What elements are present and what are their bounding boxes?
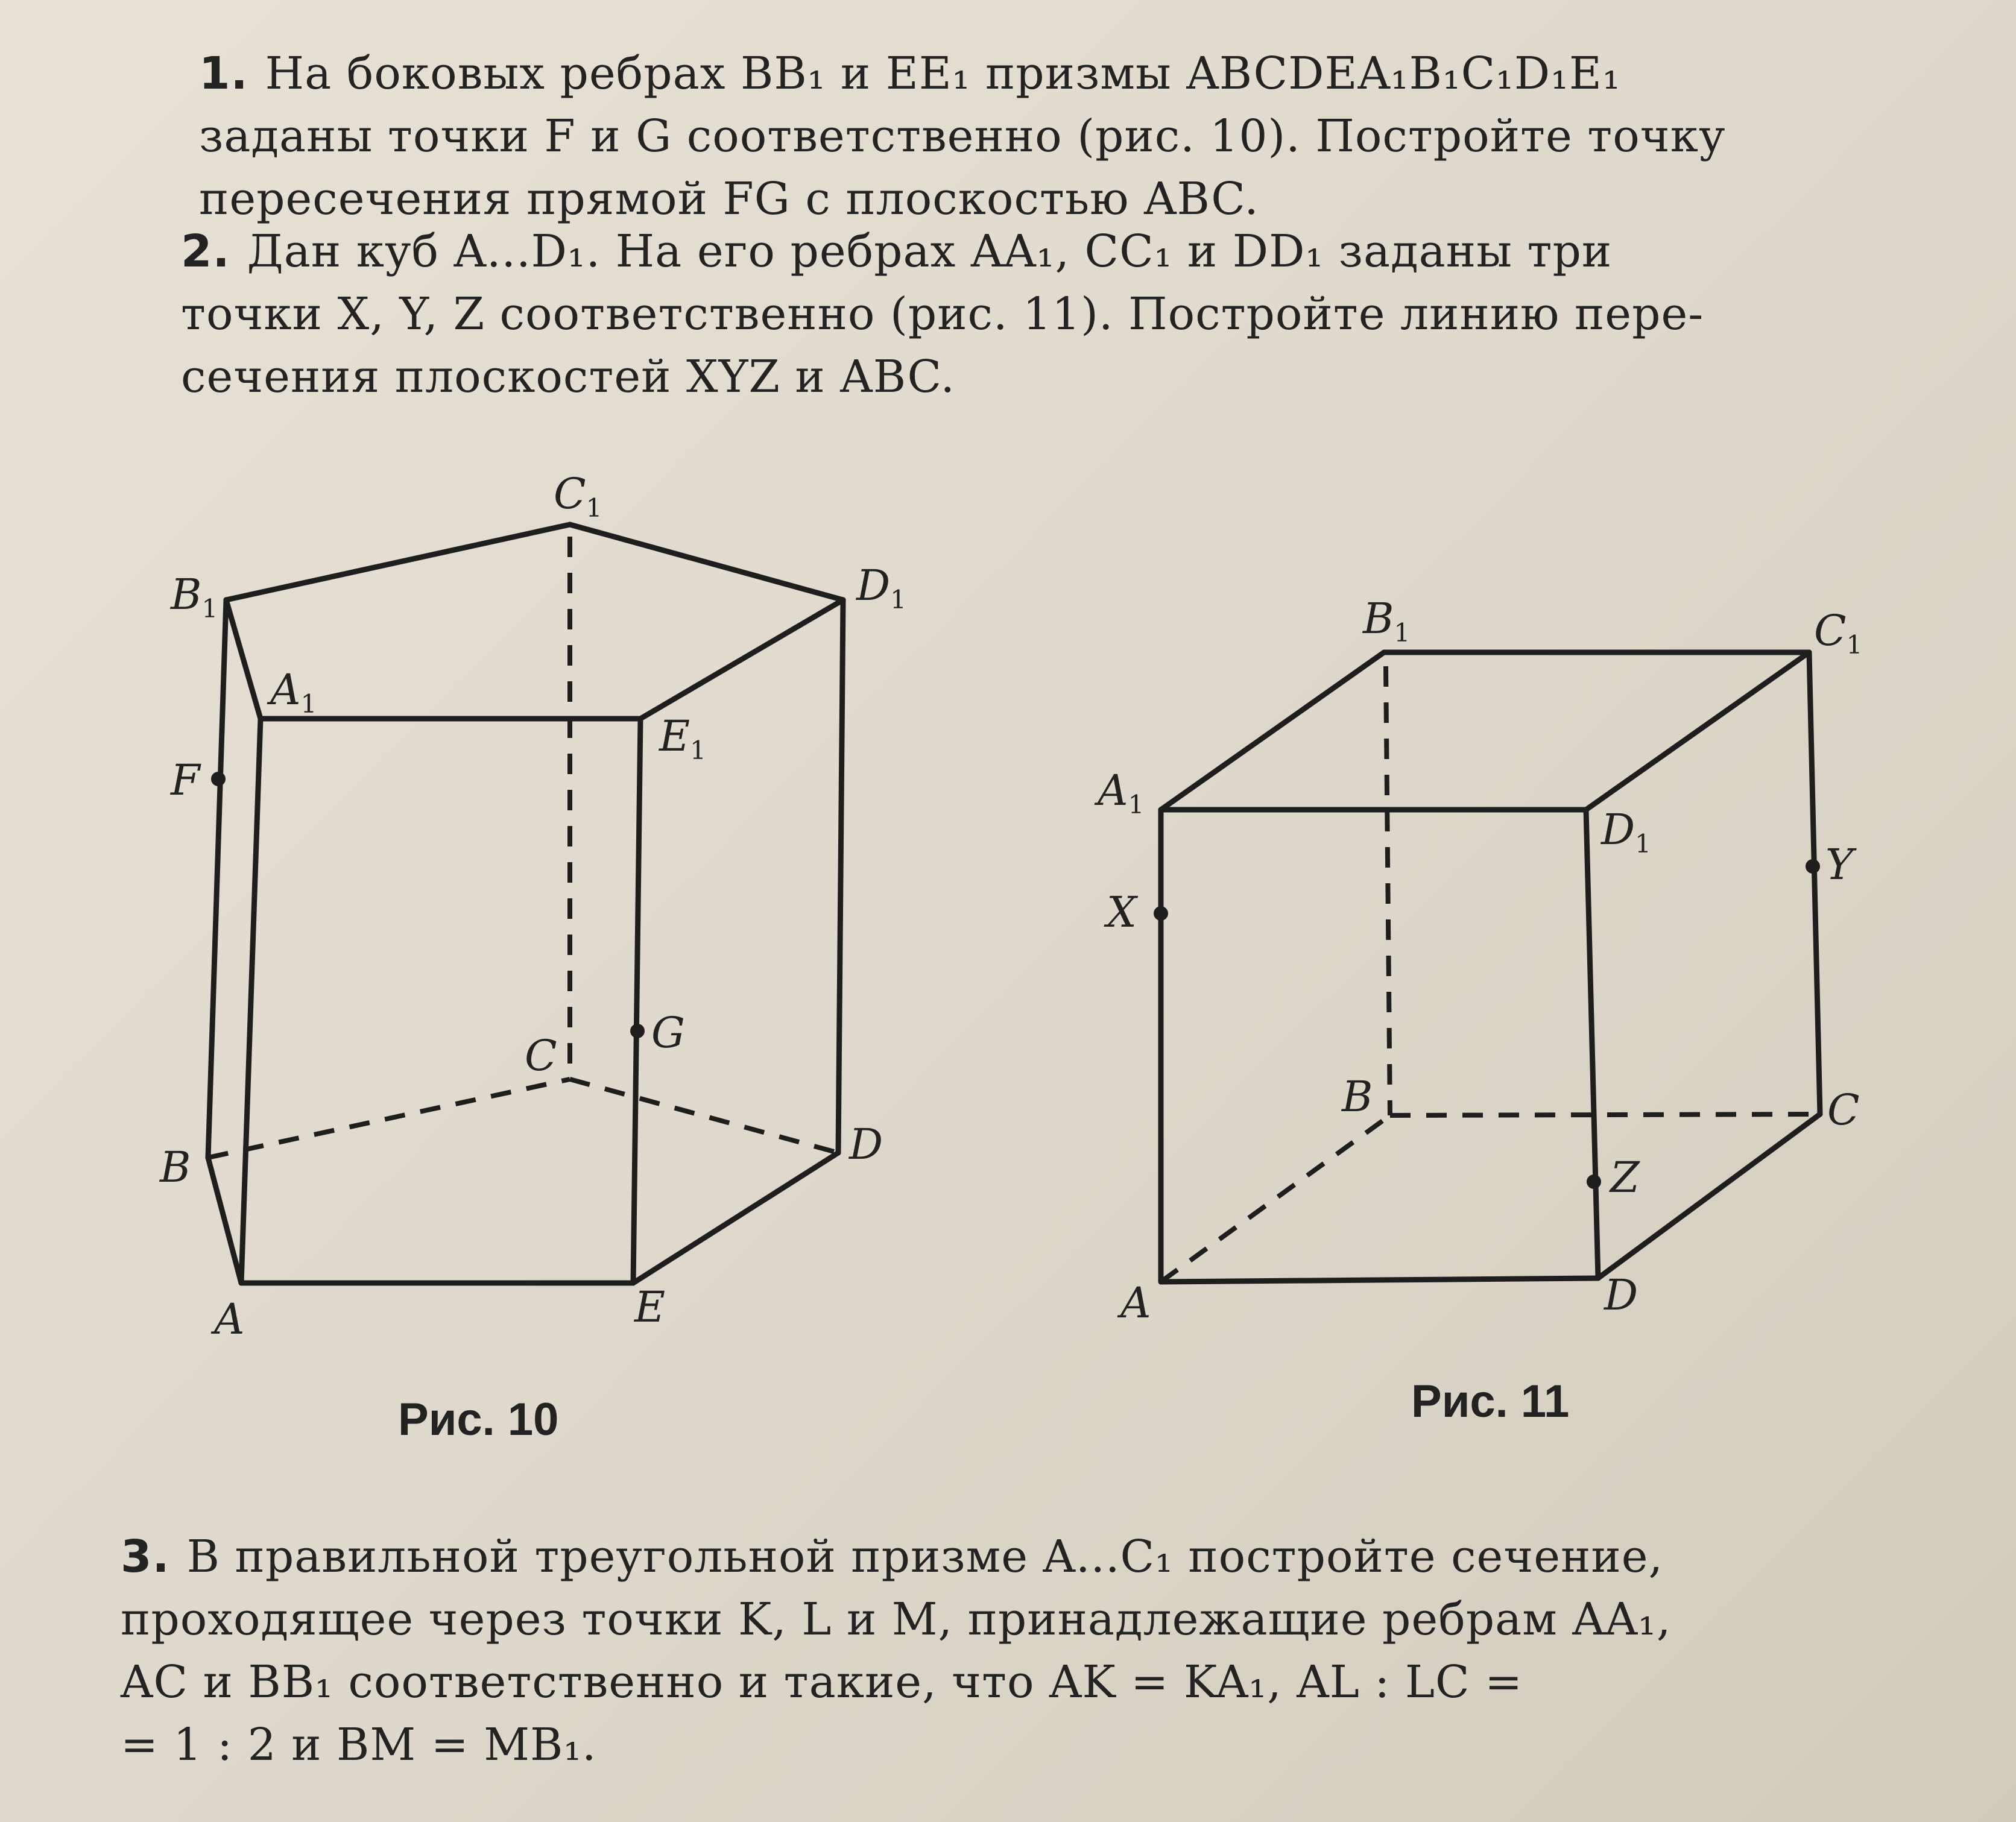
point-g — [630, 1024, 645, 1038]
label-b1: $B_1$ — [1363, 594, 1411, 648]
problem-2-line-3: сечения плоскостей XYZ и ABC. — [181, 351, 955, 403]
edge-b-a — [208, 1158, 241, 1283]
figure-10-prism — [159, 469, 906, 1445]
edge-b1-c1 — [226, 525, 570, 600]
label-c: C — [525, 1031, 557, 1080]
label-e1: $E_1$ — [659, 711, 706, 765]
edge-c1-d1 — [570, 525, 843, 600]
caption-fig-11: Рис. 11 — [1411, 1376, 1570, 1427]
edge-a-b-hidden — [1161, 1115, 1390, 1282]
label-x: X — [1107, 887, 1137, 937]
point-f — [211, 772, 226, 786]
label-e: E — [634, 1282, 666, 1332]
label-b1: $B_1$ — [171, 570, 218, 623]
problem-3-line-4: = 1 : 2 и BM = MB₁. — [121, 1719, 597, 1771]
problem-3-line-1: 3. В правильной треугольной призме A...C₁ постройте сечение, — [121, 1531, 1664, 1583]
problem-1-line-1: 1. На боковых ребрах BB₁ и EE₁ призмы ABCDEA₁B₁C₁D₁E₁ — [199, 48, 1621, 99]
problem-3 — [121, 1525, 1671, 1776]
problem-2-number: 2. — [181, 225, 230, 277]
label-a1: $A_1$ — [270, 665, 317, 719]
edge-a1-b1 — [226, 600, 261, 719]
problem-1-line-2: заданы точки F и G соответственно (рис. 10). Постройте точку — [199, 110, 1726, 162]
problem-1-number: 1. — [199, 48, 248, 99]
edge-cc1 — [1809, 652, 1820, 1114]
label-b: B — [1342, 1072, 1373, 1121]
edge-b-c-hidden — [1390, 1114, 1820, 1115]
edge-a-d — [1161, 1278, 1598, 1282]
edge-ee1 — [633, 719, 640, 1283]
point-y — [1806, 859, 1820, 874]
problem-3-line-3: AC и BB₁ соответственно и такие, что AK = KA₁, AL : LC = — [121, 1656, 1523, 1708]
edge-d1-e1 — [640, 600, 843, 719]
label-a1: $A_1$ — [1098, 766, 1145, 819]
label-a: A — [1120, 1278, 1151, 1328]
edge-c-d-hidden — [570, 1079, 838, 1153]
problem-2-line-2: точки X, Y, Z соответственно (рис. 11). Постройте линию пере- — [181, 288, 1704, 340]
edge-d1-c1 — [1586, 652, 1809, 810]
label-y: Y — [1825, 840, 1854, 889]
problem-1-line-3: пересечения прямой FG с плоскостью ABC. — [199, 173, 1259, 225]
problem-3-number: 3. — [121, 1531, 170, 1583]
point-z — [1587, 1174, 1601, 1189]
edge-e-d — [633, 1153, 838, 1283]
edge-aa1 — [241, 719, 261, 1283]
label-z: Z — [1610, 1153, 1640, 1202]
edge-dd1 — [838, 600, 843, 1153]
label-g: G — [651, 1008, 685, 1058]
edge-b-c-hidden — [208, 1079, 570, 1158]
label-d1: $D_1$ — [1601, 805, 1651, 859]
label-c1: $C_1$ — [554, 469, 602, 523]
label-d1: $D_1$ — [856, 561, 906, 614]
edge-a1-b1 — [1161, 652, 1384, 810]
problem-3-line-2: проходящее через точки K, L и M, принадлежащие ребрам AA₁, — [121, 1593, 1672, 1645]
edge-bb1 — [208, 600, 226, 1158]
label-c1: $C_1$ — [1814, 606, 1863, 660]
caption-fig-10: Рис. 10 — [398, 1394, 559, 1445]
label-f: F — [171, 755, 200, 805]
label-a: A — [214, 1294, 245, 1344]
label-d: D — [1604, 1270, 1638, 1320]
point-x — [1154, 906, 1168, 921]
label-c: C — [1827, 1085, 1860, 1135]
label-b: B — [160, 1143, 191, 1192]
figure-11-cube — [1094, 594, 1862, 1427]
edge-bb1-hidden — [1386, 666, 1390, 1115]
edge-dd1 — [1586, 810, 1598, 1278]
problem-2-line-1: 2. Дан куб A...D₁. На его ребрах AA₁, CC₁ и DD₁ заданы три — [181, 225, 1613, 277]
label-d: D — [849, 1120, 883, 1169]
